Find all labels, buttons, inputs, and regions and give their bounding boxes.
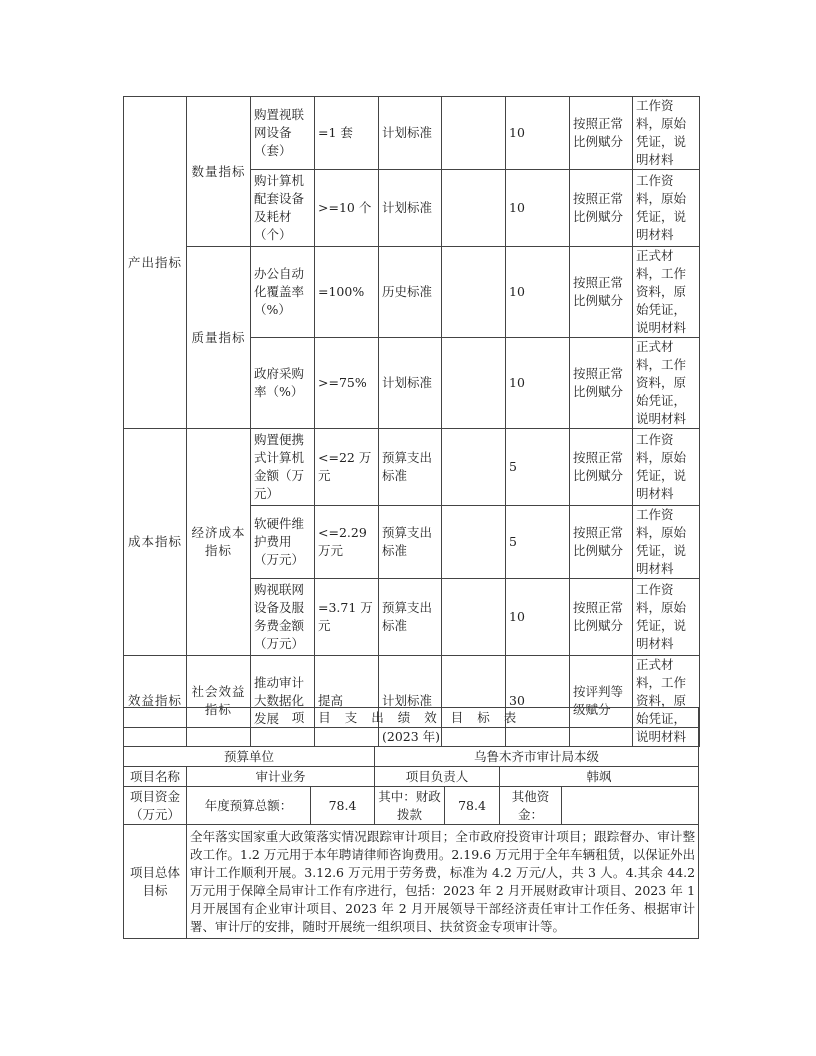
indicator-name: 购计算机配套设备及耗材（个）: [251, 170, 315, 247]
indicator-standard: 计划标准: [379, 656, 442, 747]
indicator-weight: 5: [506, 506, 570, 579]
indicator-weight: 30: [506, 656, 570, 747]
indicator-value: 提高: [315, 656, 379, 747]
budget-unit-value: 乌鲁木齐市审计局本级: [375, 747, 699, 767]
social-benefit-indicator-label: 社会效益指标: [187, 656, 251, 747]
overall-goal-label: 项目总体目标: [124, 825, 187, 939]
indicator-evidence: 工作资料，原始凭证，说明材料: [633, 506, 700, 579]
fiscal-allocation-label: 其中：财政拨款: [375, 787, 445, 825]
indicator-method: 按照正常比例赋分: [570, 429, 633, 506]
performance-indicator-table: [123, 96, 700, 747]
table-row: [124, 787, 699, 825]
indicator-empty: [442, 579, 506, 656]
project-name-value: 审计业务: [187, 767, 375, 787]
table-row: [124, 747, 699, 767]
indicator-name: 软硬件维护费用（万元）: [251, 506, 315, 579]
indicator-empty: [442, 97, 506, 170]
project-leader-value: 韩飒: [500, 767, 699, 787]
indicator-name: 购视联网设备及服务费金额（万元）: [251, 579, 315, 656]
indicator-evidence: 工作资料，原始凭证，说明材料: [633, 170, 700, 247]
table-row: [124, 247, 700, 338]
indicator-value: =100%: [315, 247, 379, 338]
table-row: [124, 429, 700, 506]
output-indicator-label: 产出指标: [124, 97, 187, 429]
indicator-weight: 5: [506, 429, 570, 506]
indicator-evidence: 工作资料，原始凭证，说明材料: [633, 579, 700, 656]
indicator-value: >=10 个: [315, 170, 379, 247]
indicator-weight: 10: [506, 97, 570, 170]
indicator-method: 按照正常比例赋分: [570, 247, 633, 338]
table-year: (2023 年): [124, 728, 699, 747]
other-fund-label: 其他资金：: [500, 787, 562, 825]
cost-indicator-label: 成本指标: [124, 429, 187, 656]
indicator-name: 办公自动化覆盖率（%）: [251, 247, 315, 338]
project-leader-label: 项目负责人: [375, 767, 500, 787]
indicator-evidence: 正式材料，工作资料，原始凭证，说明材料: [633, 247, 700, 338]
indicator-standard: 计划标准: [379, 338, 442, 429]
indicator-weight: 10: [506, 247, 570, 338]
indicator-standard: 计划标准: [379, 170, 442, 247]
indicator-weight: 10: [506, 338, 570, 429]
indicator-evidence: 工作资料，原始凭证，说明材料: [633, 97, 700, 170]
indicator-weight: 10: [506, 579, 570, 656]
indicator-empty: [442, 247, 506, 338]
indicator-method: 按照正常比例赋分: [570, 506, 633, 579]
indicator-empty: [442, 170, 506, 247]
quality-indicator-label: 质量指标: [187, 247, 251, 429]
indicator-value: <=22 万元: [315, 429, 379, 506]
indicator-method: 按照正常比例赋分: [570, 97, 633, 170]
annual-budget-value: 78.4: [311, 787, 375, 825]
fiscal-allocation-value: 78.4: [445, 787, 500, 825]
table-row: [124, 97, 700, 170]
project-goal-table: [123, 707, 699, 939]
table-title: 项目支出绩效目标表: [124, 708, 699, 728]
indicator-evidence: 正式材料，工作资料，原始凭证，说明材料: [633, 338, 700, 429]
table-row: [124, 767, 699, 787]
table-row: [124, 708, 699, 728]
indicator-standard: 计划标准: [379, 97, 442, 170]
indicator-empty: [442, 506, 506, 579]
indicator-standard: 预算支出标准: [379, 429, 442, 506]
project-fund-label: 项目资金（万元）: [124, 787, 187, 825]
economic-cost-indicator-label: 经济成本指标: [187, 429, 251, 656]
indicator-method: 按照正常比例赋分: [570, 170, 633, 247]
indicator-name: 购置便携式计算机金额（万元）: [251, 429, 315, 506]
budget-unit-label: 预算单位: [124, 747, 375, 767]
project-name-label: 项目名称: [124, 767, 187, 787]
benefit-indicator-label: 效益指标: [124, 656, 187, 747]
indicator-method: 按评判等级赋分: [570, 656, 633, 747]
indicator-method: 按照正常比例赋分: [570, 338, 633, 429]
indicator-value: =1 套: [315, 97, 379, 170]
other-fund-value: [562, 787, 699, 825]
indicator-empty: [442, 429, 506, 506]
indicator-value: =3.71 万元: [315, 579, 379, 656]
indicator-name: 购置视联网设备（套）: [251, 97, 315, 170]
indicator-value: >=75%: [315, 338, 379, 429]
indicator-standard: 预算支出标准: [379, 579, 442, 656]
indicator-evidence: 工作资料，原始凭证，说明材料: [633, 429, 700, 506]
indicator-standard: 历史标准: [379, 247, 442, 338]
indicator-method: 按照正常比例赋分: [570, 579, 633, 656]
quantity-indicator-label: 数量指标: [187, 97, 251, 247]
indicator-weight: 10: [506, 170, 570, 247]
table-row: [124, 825, 699, 939]
indicator-evidence: 正式材料，工作资料，原始凭证，说明材料: [633, 656, 700, 747]
indicator-name: 政府采购率（%）: [251, 338, 315, 429]
indicator-empty: [442, 338, 506, 429]
table-row: [124, 728, 699, 747]
indicator-standard: 预算支出标准: [379, 506, 442, 579]
indicator-name: 推动审计大数据化发展: [251, 656, 315, 747]
annual-budget-label: 年度预算总额：: [187, 787, 311, 825]
overall-goal-text: 全年落实国家重大政策落实情况跟踪审计项目；全市政府投资审计项目；跟踪督办、审计整改工作。1.2 万元用于本年聘请律师咨询费用。2.19.6 万元用于全年车辆租赁，以保证外出审计工作顺利开展。3.12.6 万元用于劳务费，标准为 4.2 万元/人，共 3 人。4.其余 44.2 万元用于保障全局审计工作有序进行，包括：2023 年 2 月开展财政审计项目、2023 年 1 月开展国有企业审计项目、2023 年 2 月开展领导干部经济责任审计工作任务、根据审计署、审计厅的安排，随时开展统一组织项目、扶贫资金专项审计等。: [187, 825, 699, 939]
indicator-value: <=2.29 万元: [315, 506, 379, 579]
